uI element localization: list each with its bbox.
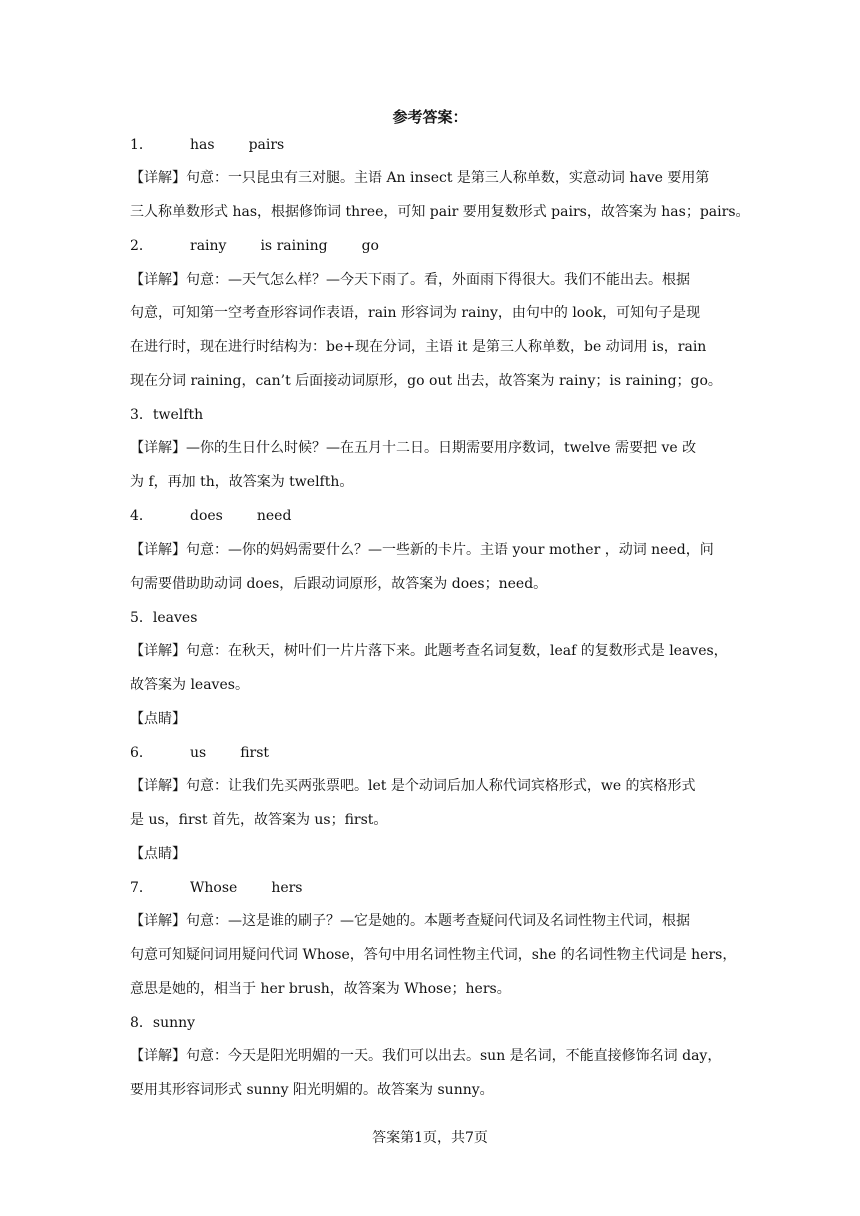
explanation-line: 在进行时，现在进行时结构为：be+现在分词，主语 it 是第三人称单数，be 动词用 is，rain [130,339,707,355]
answer-word: does [190,508,223,524]
answer-word: need [256,508,292,524]
explanation-line: 【详解】句意：在秋天，树叶们一片片落下来。此题考查名词复数，leaf 的复数形式是 leaves， [130,643,728,659]
explanation-line: 【详解】句意：让我们先买两张票吧。let 是个动词后加人称代词宾格形式，we 的宾格形式 [130,778,696,794]
answer-2 [130,236,740,256]
answer-number: 2． [130,238,153,254]
explanation-line: 句意可知疑问词用疑问代词 Whose，答句中用名词性物主代词，she 的名词性物主代词是 hers， [130,947,737,963]
answer-3: 3．twelfth [130,407,204,423]
dianjing-label: 【点睛】 [130,846,186,862]
explanation-line: 【详解】句意：—这是谁的刷子？—它是她的。本题考查疑问代词及名词性物主代词，根据 [130,913,690,929]
explanation-line: 意思是她的，相当于 her brush，故答案为 Whose；hers。 [130,981,511,997]
explanation-line: 句需要借助助动词 does，后跟动词原形，故答案为 does；need。 [130,576,548,592]
answer-word: rainy [190,238,227,254]
dianjing-label: 【点睛】 [130,711,186,727]
explanation-line: 句意，可知第一空考查形容词作表语，rain 形容词为 rainy，由句中的 look，可知句子是现 [130,305,701,321]
answer-word: pairs [248,137,285,153]
answer-word: is raining [260,238,328,254]
page-footer: 答案第1页，共7页 [372,1130,488,1146]
explanation-line: 【详解】句意：—天气怎么样？—今天下雨了。看，外面雨下得很大。我们不能出去。根据 [130,272,690,288]
answer-word: has [190,137,215,153]
answer-6 [130,743,740,763]
explanation-line: 为 f，再加 th，故答案为 twelfth。 [130,474,354,490]
answer-word: Whose [190,880,238,896]
answer-word: go [361,238,379,254]
explanation-line: 【详解】句意：—你的妈妈需要什么？—一些新的卡片。主语 your mother ，动词 need，问 [130,542,714,558]
answer-number: 7． [130,880,153,896]
explanation-line: 【详解】—你的生日什么时候？—在五月十二日。日期需要用序数词，twelve 需要把 ve 改 [130,440,697,456]
explanation-line: 【详解】句意：一只昆虫有三对腿。主语 An insect 是第三人称单数，实意动词 have 要用第 [130,170,710,186]
explanation-line: 三人称单数形式 has，根据修饰词 three，可知 pair 要用复数形式 pairs，故答案为 has；pairs。 [130,204,750,220]
explanation-line: 故答案为 leaves。 [130,677,249,693]
answer-number: 6． [130,745,153,761]
explanation-line: 【详解】句意：今天是阳光明媚的一天。我们可以出去。sun 是名词，不能直接修饰名词 day， [130,1048,722,1064]
answer-5: 5．leaves [130,610,198,626]
answer-1 [130,135,740,155]
answer-4 [130,506,740,526]
answer-number: 4． [130,508,153,524]
explanation-line: 是 us，first 首先，故答案为 us；first。 [130,812,388,828]
answer-word: us [190,745,207,761]
answer-number: 1． [130,137,153,153]
answer-8: 8．sunny [130,1015,196,1031]
answer-word: first [240,745,270,761]
page-title: 参考答案： [392,108,468,126]
explanation-line: 现在分词 raining，can’t 后面接动词原形，go out 出去，故答案为 rainy；is raining；go。 [130,373,722,389]
answer-word: hers [271,880,303,896]
explanation-line: 要用其形容词形式 sunny 阳光明媚的。故答案为 sunny。 [130,1082,494,1098]
answer-7 [130,878,740,898]
